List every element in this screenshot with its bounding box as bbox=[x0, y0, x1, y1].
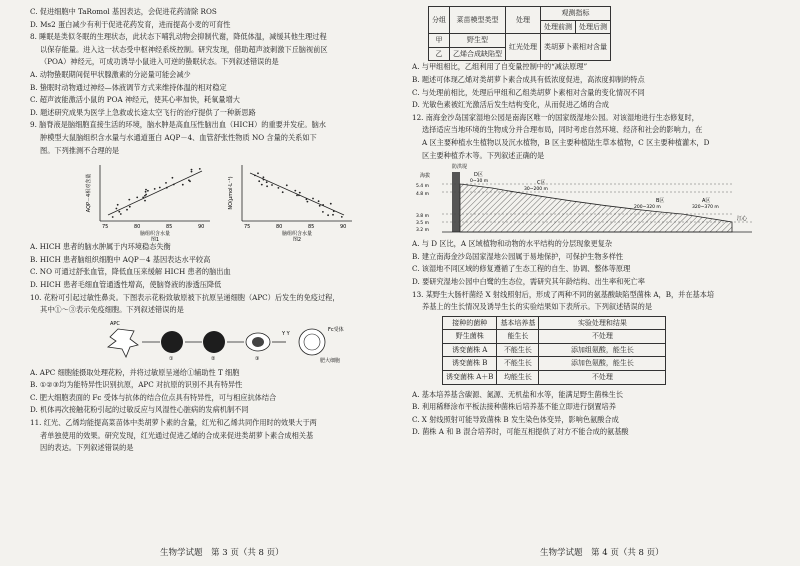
scatter-point bbox=[286, 185, 288, 187]
q13-r3-c2: 不处理 bbox=[539, 371, 666, 385]
q11-th-group: 分组 bbox=[429, 7, 450, 34]
fig2-xtick-2: 85 bbox=[308, 224, 315, 231]
scatter-point bbox=[261, 184, 263, 186]
mast-cell-inner bbox=[304, 334, 320, 350]
scatter-point bbox=[307, 201, 309, 203]
scatter-point bbox=[142, 197, 144, 199]
scatter-point bbox=[112, 216, 114, 218]
q11-th-model: 菜苗模型类型 bbox=[450, 7, 506, 34]
q13-option-b: B. 利用稀释涂布平板法接种菌株后培养基不能立即进行倒置培养 bbox=[412, 402, 616, 412]
scatter-point bbox=[172, 177, 174, 179]
scatter-point bbox=[258, 180, 260, 182]
scatter-point bbox=[116, 208, 118, 210]
a-zone-label: A区 bbox=[702, 198, 711, 205]
cell-2-num: ② bbox=[211, 355, 216, 362]
d-zone-range: 0~30 m bbox=[470, 179, 489, 185]
fig2-plot bbox=[228, 165, 352, 241]
scatter-point bbox=[254, 175, 256, 177]
fig2-ylabel: NO(μmol·L⁻¹) bbox=[228, 176, 234, 210]
q12-stem-2: 选择适应当地环境的生物成分并合理布局，同时考虑自然环境、经济和社会的影响力，在 bbox=[422, 125, 703, 135]
q13-r0-c1: 能生长 bbox=[497, 330, 539, 344]
q10-stem-1: 10. 花粉可引起过敏性鼻炎。下图表示花粉致敏原被下抗原呈递细胞（APC）后发生的免疫过程， bbox=[30, 292, 340, 302]
fig1-xtick-3: 90 bbox=[198, 224, 205, 231]
scatter-point bbox=[118, 211, 120, 213]
q8-option-a: A. 动物蛰眠期间促甲状腺激素的分泌量可能会减少 bbox=[30, 69, 191, 79]
fig1-xlabel: 脑组织含水量 bbox=[139, 231, 171, 238]
scatter-point bbox=[294, 190, 296, 192]
scatter-point bbox=[296, 195, 298, 197]
fig1-xtick-1: 80 bbox=[134, 224, 141, 231]
immune-process-diagram bbox=[30, 317, 402, 367]
scatter-point bbox=[129, 206, 131, 208]
q10-option-a: A. APC 细胞能摄取处理花粉，并将过敏原呈递给①辅助性 T 细胞 bbox=[30, 367, 240, 377]
antibody-label: Y Y bbox=[282, 330, 290, 337]
q12-option-c: C. 该湿地不同区域的修复遵循了生态工程的自生、协调、整体等原理 bbox=[412, 264, 631, 274]
scatter-point bbox=[191, 169, 193, 171]
scatter-point bbox=[144, 200, 146, 202]
q13-r3-c1: 均能生长 bbox=[497, 371, 539, 385]
scatter-point bbox=[154, 188, 156, 190]
q13-stem-2: 养基上的生长情况及诱导生长的实验结果如下表所示。下列叙述错误的是 bbox=[422, 302, 653, 312]
scatter-point bbox=[312, 198, 314, 200]
q11-row1-group: 甲 bbox=[429, 34, 450, 48]
q11-th-measure: 观测指标 bbox=[541, 7, 611, 21]
q11-option-b: B. 题述可体现乙烯对类胡萝卜素合成具有低浓度促进，高浓度抑制的特点 bbox=[412, 74, 645, 84]
fig1-xtick-2: 85 bbox=[166, 224, 173, 231]
left-footer: 生物学试题 第 3 页（共 8 页） bbox=[160, 548, 284, 558]
level-2: 4.8 m bbox=[416, 192, 429, 198]
q12-option-b: B. 建立南海金沙岛国家湿地公园属于易地保护，可保护生物多样性 bbox=[412, 251, 624, 261]
scatter-point bbox=[318, 200, 320, 202]
scatter-point bbox=[126, 209, 128, 211]
q7-option-d: D. Ms2 蛋白减少有利于促进花药发育，进而提高小麦的可育性 bbox=[30, 19, 231, 29]
q13-r2-c1: 不能生长 bbox=[497, 357, 539, 371]
levee-wall bbox=[452, 172, 460, 232]
q12-stem-3: A 区主要种植水生植物以及沉水植物，B 区主要种植陆生草本植物，C 区主要种植灌木，D bbox=[422, 137, 710, 147]
q11-measure: 类胡萝卜素相对含量 bbox=[541, 34, 611, 61]
scatter-point bbox=[319, 205, 321, 207]
q11-treatment: 红光处理 bbox=[506, 34, 541, 61]
q13-th-1: 基本培养基 bbox=[497, 316, 539, 330]
scatter-point bbox=[332, 214, 334, 216]
q8-stem-2: 以保存能量。进入这一状态受中枢神经系统控制。研究发现，借助超声波刺激下丘脑视前区 bbox=[40, 44, 328, 54]
c-zone-label: C区 bbox=[537, 180, 546, 187]
scatter-point bbox=[145, 191, 147, 193]
b-zone-range: 200~320 m bbox=[634, 205, 661, 211]
scatter-point bbox=[263, 177, 265, 179]
q11-option-d: D. 光敏色素被红光激活后发生结构变化，从而促进乙烯的合成 bbox=[412, 100, 609, 110]
level-4: 3.5 m bbox=[416, 221, 429, 227]
right-page bbox=[412, 6, 782, 439]
q13-r0-c2: 不处理 bbox=[539, 330, 666, 344]
q11-th-before: 处理前测 bbox=[541, 20, 576, 34]
q13-option-a: A. 基本培养基含碳源、氮源、无机盐和水等，能满足野生菌株生长 bbox=[412, 389, 624, 399]
levee-label: 防洪堤 bbox=[452, 164, 468, 171]
scatter-point bbox=[266, 181, 268, 183]
q11-table bbox=[428, 6, 611, 61]
scatter-point bbox=[128, 199, 130, 201]
q11-stem-3: 因的表达。下列叙述错误的是 bbox=[40, 443, 134, 453]
q9-option-b: B. HICH 患者脑组织细胞中 AQP－4 基因表达水平较高 bbox=[30, 254, 211, 264]
scatter-point bbox=[341, 216, 343, 218]
scatter-point bbox=[136, 197, 138, 199]
q11-option-a: A. 与甲组相比，乙组利用了自变量控制中的“减法原理” bbox=[412, 62, 588, 72]
q13-th-0: 接种的菌种 bbox=[443, 316, 497, 330]
q10-figure bbox=[30, 317, 402, 367]
cell-1-num: ① bbox=[169, 355, 174, 362]
scatter-point bbox=[306, 199, 308, 201]
q10-option-d: D. 机体再次接触花粉引起的过敏反应与风湿性心脏病的发病机制不同 bbox=[30, 405, 249, 415]
scatter-point bbox=[191, 171, 193, 173]
q13-r3-c0: 诱变菌株 A＋B bbox=[443, 371, 497, 385]
scatter-point bbox=[173, 184, 175, 186]
q13-r1-c1: 不能生长 bbox=[497, 343, 539, 357]
q11-th-treat: 处理 bbox=[506, 7, 541, 34]
q11-th-after: 处理后测 bbox=[576, 20, 611, 34]
fig2-caption: 图2 bbox=[292, 237, 302, 242]
fig2-xlabel: 脑组织含水量 bbox=[281, 231, 313, 238]
scatter-point bbox=[322, 204, 324, 206]
scatter-point bbox=[271, 184, 273, 186]
wetland-profile-diagram bbox=[412, 162, 782, 238]
scatter-point bbox=[145, 189, 147, 191]
q12-stem-4: 区主要种植乔木等。下列叙述正确的是 bbox=[422, 150, 545, 160]
scatter-point bbox=[117, 204, 119, 206]
fig1-ylabel: AQP－4相对含量 bbox=[86, 173, 92, 213]
sea-label: 海拔 bbox=[420, 173, 431, 180]
fig2-xtick-1: 80 bbox=[276, 224, 283, 231]
scatter-point bbox=[266, 186, 268, 188]
scatter-point bbox=[327, 214, 329, 216]
q12-option-d: D. 要研究湿地公园中白鹭的生态位，需研究其年龄结构、出生率和死亡率 bbox=[412, 276, 645, 286]
cell-2 bbox=[203, 331, 225, 353]
apc-label: APC bbox=[110, 320, 120, 327]
q9-stem-1: 9. 脑脊液是脑细胞直接生活的环境，脑水肿是高血压性脑出血（HICH）的重要并发症。脑水 bbox=[30, 120, 326, 130]
q10-stem-2: 其中①～③表示免疫细胞。下列叙述错误的是 bbox=[40, 305, 184, 315]
q12-stem-1: 12. 南海金沙岛国家湿地公园是南海区唯一的国家级湿地公园。对该湿地进行生态修复时， bbox=[412, 112, 699, 122]
fig1-caption: 图1 bbox=[150, 237, 160, 242]
scatter-point bbox=[330, 203, 332, 205]
scatter-point bbox=[298, 195, 300, 197]
q9-option-d: D. HICH 患者毛细血管通透性增高，使脑脊液的渗透压降低 bbox=[30, 279, 222, 289]
scatter-point bbox=[299, 192, 301, 194]
q8-stem-1: 8. 睡眠是类似冬眠的生理状态，此状态下哺乳动物会抑制代谢，降低体温，减缓其他生理过程 bbox=[30, 32, 327, 42]
q13-table bbox=[442, 316, 666, 385]
right-footer: 生物学试题 第 4 页（共 8 页） bbox=[540, 548, 664, 558]
scatter-point bbox=[145, 194, 147, 196]
q13-option-d: D. 菌株 A 和 B 混合培养时，可能互相提供了对方不能合成的氨基酸 bbox=[412, 427, 629, 437]
q10-option-c: C. 肥大细胞表面的 Fc 受体与抗体的结合位点具有特异性，可与相应抗体结合 bbox=[30, 392, 277, 402]
q11-stem-2: 者单独使用的效果。研究发现，红光通过促进乙烯的合成来促进类胡萝卜素合成相关基 bbox=[40, 430, 314, 440]
scatter-point bbox=[257, 173, 259, 175]
scatter-point bbox=[278, 187, 280, 189]
fig1-xtick-0: 75 bbox=[102, 224, 109, 231]
q9-option-c: C. NO 可通过舒张血管，降低血压来缓解 HICH 患者的脑出血 bbox=[30, 267, 231, 277]
fig2-xtick-0: 75 bbox=[244, 224, 251, 231]
b-zone-label: B区 bbox=[656, 198, 665, 205]
apc-cell bbox=[108, 329, 138, 357]
q8-option-d: D. 题述研究成果为医学上急救或长途太空飞行的治疗提供了一种新思路 bbox=[30, 107, 256, 117]
q13-th-2: 实验处理和结果 bbox=[539, 316, 666, 330]
river-label: 江心 bbox=[737, 216, 748, 223]
cell-3-nucleus bbox=[252, 337, 264, 347]
fig1-plot bbox=[85, 165, 210, 241]
q11-row2-group: 乙 bbox=[429, 47, 450, 61]
q13-option-c: C. X 射线照射可能导致菌株 B 发生染色体变异，影响色氨酸合成 bbox=[412, 414, 619, 424]
a-zone-range: 320~370 m bbox=[692, 205, 719, 211]
q9-scatter-plots bbox=[30, 157, 402, 241]
scatter-point bbox=[166, 187, 168, 189]
q9-stem-3: 图。下列推测不合理的是 bbox=[40, 145, 120, 155]
q12-figure bbox=[412, 162, 782, 238]
q13-stem-1: 13. 某野生大肠杆菌经 X 射线照射后，形成了两种不同的氨基酸缺陷型菌株 A，B，并在基本培 bbox=[412, 289, 715, 299]
scatter-point bbox=[263, 179, 265, 181]
left-page bbox=[30, 6, 402, 455]
d-zone-label: D区 bbox=[474, 172, 483, 179]
q9-stem-2: 肿模型大鼠脑组织含水量与水通道蛋白 AQP－4、血管舒张性物质 NO 含量的关系如下 bbox=[40, 132, 317, 142]
scatter-point bbox=[159, 187, 161, 189]
scatter-point bbox=[188, 180, 190, 182]
fc-label: Fc受体 bbox=[328, 326, 344, 333]
q8-stem-3: （POA）神经元，可成功诱导小鼠进入可逆的蛰眠状态。下列叙述错误的是 bbox=[40, 57, 279, 67]
q13-r2-c0: 诱变菌株 B bbox=[443, 357, 497, 371]
q11-row1-model: 野生型 bbox=[450, 34, 506, 48]
cell-1 bbox=[161, 331, 183, 353]
mast-label: 肥大细胞 bbox=[320, 357, 341, 364]
c-zone-range: 30~200 m bbox=[524, 187, 548, 193]
scatter-point bbox=[165, 182, 167, 184]
scatter-point bbox=[120, 213, 122, 215]
level-1: 5.4 m bbox=[416, 184, 429, 190]
scatter-point bbox=[147, 190, 149, 192]
q13-r1-c0: 诱变菌株 A bbox=[443, 343, 497, 357]
scatter-point bbox=[199, 168, 201, 170]
q11-row2-model: 乙烯合成缺陷型 bbox=[450, 47, 506, 61]
scatter-point bbox=[182, 184, 184, 186]
q10-option-b: B. ①②③均为能特异性识别抗原，APC 对抗原的识别不具有特异性 bbox=[30, 380, 243, 390]
q13-r1-c2: 添加组氨酸，能生长 bbox=[539, 343, 666, 357]
level-5: 3.2 m bbox=[416, 228, 429, 234]
q11-option-c: C. 与处理前相比，处理后甲组和乙组类胡萝卜素相对含量的变化情况不同 bbox=[412, 87, 645, 97]
fig2-xtick-3: 90 bbox=[340, 224, 347, 231]
q7-option-c: C. 促进细胞中 TaRomol 基因表达，会促进花药清除 ROS bbox=[30, 7, 217, 16]
q12-option-a: A. 与 D 区比，A 区域植物和动物的水平结构的分层现象更复杂 bbox=[412, 239, 613, 249]
q9-figures bbox=[30, 157, 402, 241]
q13-r0-c0: 野生菌株 bbox=[443, 330, 497, 344]
q11-stem-1: 11. 红光、乙烯均能提高菜苗体中类胡萝卜素的含量，红光和乙烯共同作用时的效果大于两 bbox=[30, 418, 317, 428]
scatter-point bbox=[282, 191, 284, 193]
q9-option-a: A. HICH 患者的脑水肿属于内环境稳态失衡 bbox=[30, 242, 171, 252]
level-3: 3.8 m bbox=[416, 214, 429, 220]
scatter-point bbox=[333, 210, 335, 212]
scatter-point bbox=[322, 211, 324, 213]
cell-3-num: ③ bbox=[255, 355, 260, 362]
q8-option-b: B. 蛰眠时动物通过神经—体液调节方式来维持体温的相对稳定 bbox=[30, 82, 227, 92]
q8-option-c: C. 超声波能激活小鼠的 POA 神经元，使其心率加快，耗氧量增大 bbox=[30, 95, 240, 105]
q13-r2-c2: 添加色氨酸，能生长 bbox=[539, 357, 666, 371]
